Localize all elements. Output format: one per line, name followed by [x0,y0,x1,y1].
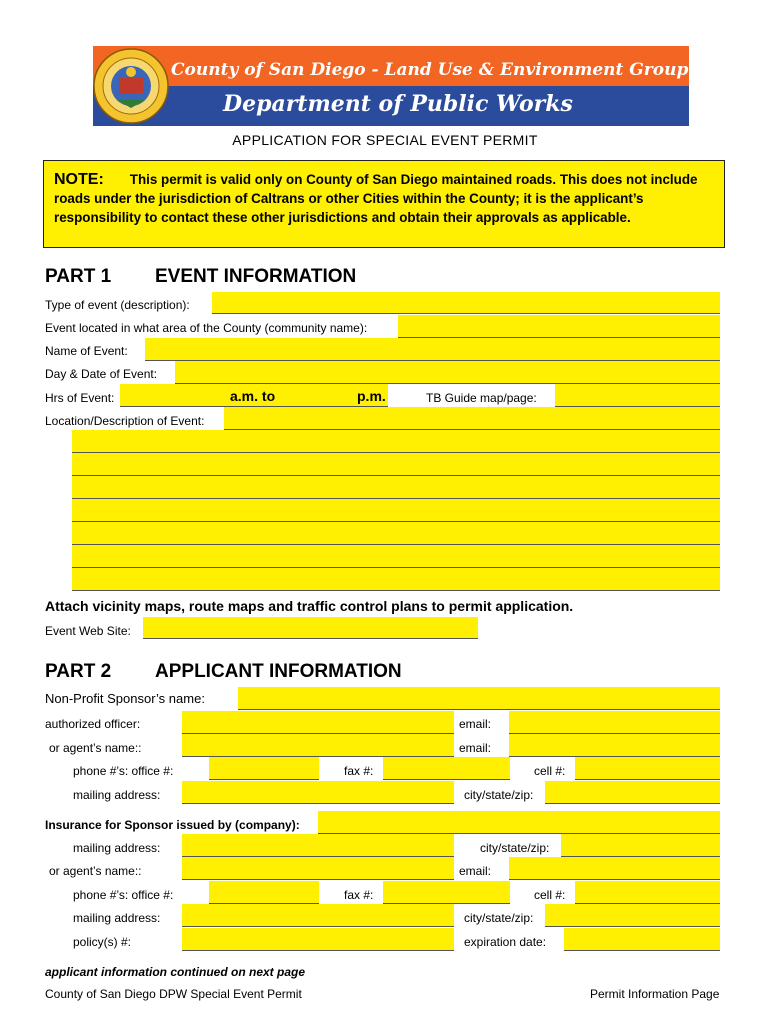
agent-email-label: email: [459,741,492,755]
ins-cell-label: cell #: [534,888,566,902]
authorized-officer-label: authorized officer: [45,717,141,731]
ins-mailing-address-2-field[interactable] [182,904,454,927]
day-date-label: Day & Date of Event: [45,367,158,381]
part1-title: EVENT INFORMATION [155,266,357,287]
officer-email-field[interactable] [509,711,720,734]
location-field-3[interactable] [72,453,720,476]
footer-left: County of San Diego DPW Special Event Permit [45,987,302,1001]
ins-email-field[interactable] [509,857,720,880]
document-title: APPLICATION FOR SPECIAL EVENT PERMIT [232,132,538,148]
tb-guide-field[interactable] [555,384,720,407]
fax-field[interactable] [383,757,510,780]
ins-fax-label: fax #: [344,888,374,902]
authorized-officer-field[interactable] [182,711,454,734]
policy-field[interactable] [182,928,454,951]
location-field-4[interactable] [72,476,720,499]
note-text: This permit is valid only on County of San Diego maintained roads. This does not include roads under the jurisdiction of Caltrans or other Cities within the County; it is the applicant’s responsibility to contact these other jurisdictions and obtain their approvals as applicable. [54,172,698,225]
location-field-7[interactable] [72,545,720,568]
event-area-label: Event located in what area of the County (community name): [45,321,368,335]
ins-phone-office-label: phone #’s: office #: [73,888,174,902]
banner-department-line: Department of Public Works [223,91,573,117]
city-state-zip-field[interactable] [545,781,720,804]
event-name-field[interactable] [145,338,720,361]
part1-number: PART 1 [45,266,112,287]
sponsor-name-field[interactable] [238,687,720,710]
ins-city-state-zip-field[interactable] [561,834,720,857]
ins-mailing-address-2-label: mailing address: [73,911,161,925]
mailing-address-field[interactable] [182,781,454,804]
agent-name-field[interactable] [182,734,454,757]
ins-fax-field[interactable] [383,881,510,904]
ins-city-state-zip-label: city/state/zip: [480,841,550,855]
ins-city-state-zip-2-field[interactable] [545,904,720,927]
am-to-label: a.m. to [230,388,276,404]
policy-label: policy(s) #: [73,935,132,949]
city-state-zip-label: city/state/zip: [464,788,534,802]
footer-right: Permit Information Page [590,987,720,1001]
ins-mailing-address-label: mailing address: [73,841,161,855]
location-field-5[interactable] [72,499,720,522]
continued-note: applicant information continued on next page [45,965,306,979]
hours-label: Hrs of Event: [45,391,115,405]
ins-city-state-zip-2-label: city/state/zip: [464,911,534,925]
location-field-2[interactable] [72,430,720,453]
cell-label: cell #: [534,764,566,778]
ins-cell-field[interactable] [575,881,720,904]
event-area-field[interactable] [398,315,720,338]
cell-field[interactable] [575,757,720,780]
day-date-field[interactable] [175,361,720,384]
insurance-label: Insurance for Sponsor issued by (company): [45,818,300,832]
ins-mailing-address-field[interactable] [182,834,454,857]
phone-office-field[interactable] [209,757,319,780]
fax-label: fax #: [344,764,374,778]
ins-email-label: email: [459,864,492,878]
officer-email-label: email: [459,717,492,731]
header-banner [93,46,689,126]
location-label: Location/Description of Event: [45,414,205,428]
agent-email-field[interactable] [509,734,720,757]
agent-name-label: or agent’s name:: [49,741,142,755]
pm-label: p.m. [357,388,386,404]
type-of-event-label: Type of event (description): [45,298,190,312]
note-box [43,160,725,248]
sponsor-name-label: Non-Profit Sponsor’s name: [45,691,205,706]
web-site-label: Event Web Site: [45,624,131,638]
county-seal-icon [93,48,169,124]
expiration-field[interactable] [564,928,720,951]
attach-note: Attach vicinity maps, route maps and traffic control plans to permit application. [45,598,574,614]
note-label: NOTE: [54,171,104,188]
location-field-1[interactable] [224,407,720,430]
mailing-address-label: mailing address: [73,788,161,802]
type-of-event-field[interactable] [212,292,720,314]
ins-agent-name-field[interactable] [182,857,454,880]
expiration-label: expiration date: [464,935,547,949]
insurance-company-field[interactable] [318,811,720,834]
event-name-label: Name of Event: [45,344,128,358]
tb-guide-label: TB Guide map/page: [426,391,537,405]
location-field-6[interactable] [72,522,720,545]
banner-agency-line: County of San Diego - Land Use & Environment Group [171,60,689,80]
web-site-field[interactable] [143,617,478,639]
location-field-8[interactable] [72,568,720,591]
ins-agent-name-label: or agent’s name:: [49,864,142,878]
part2-title: APPLICANT INFORMATION [155,661,402,682]
phone-office-label: phone #’s: office #: [73,764,174,778]
ins-phone-office-field[interactable] [209,881,319,904]
part2-number: PART 2 [45,661,112,682]
